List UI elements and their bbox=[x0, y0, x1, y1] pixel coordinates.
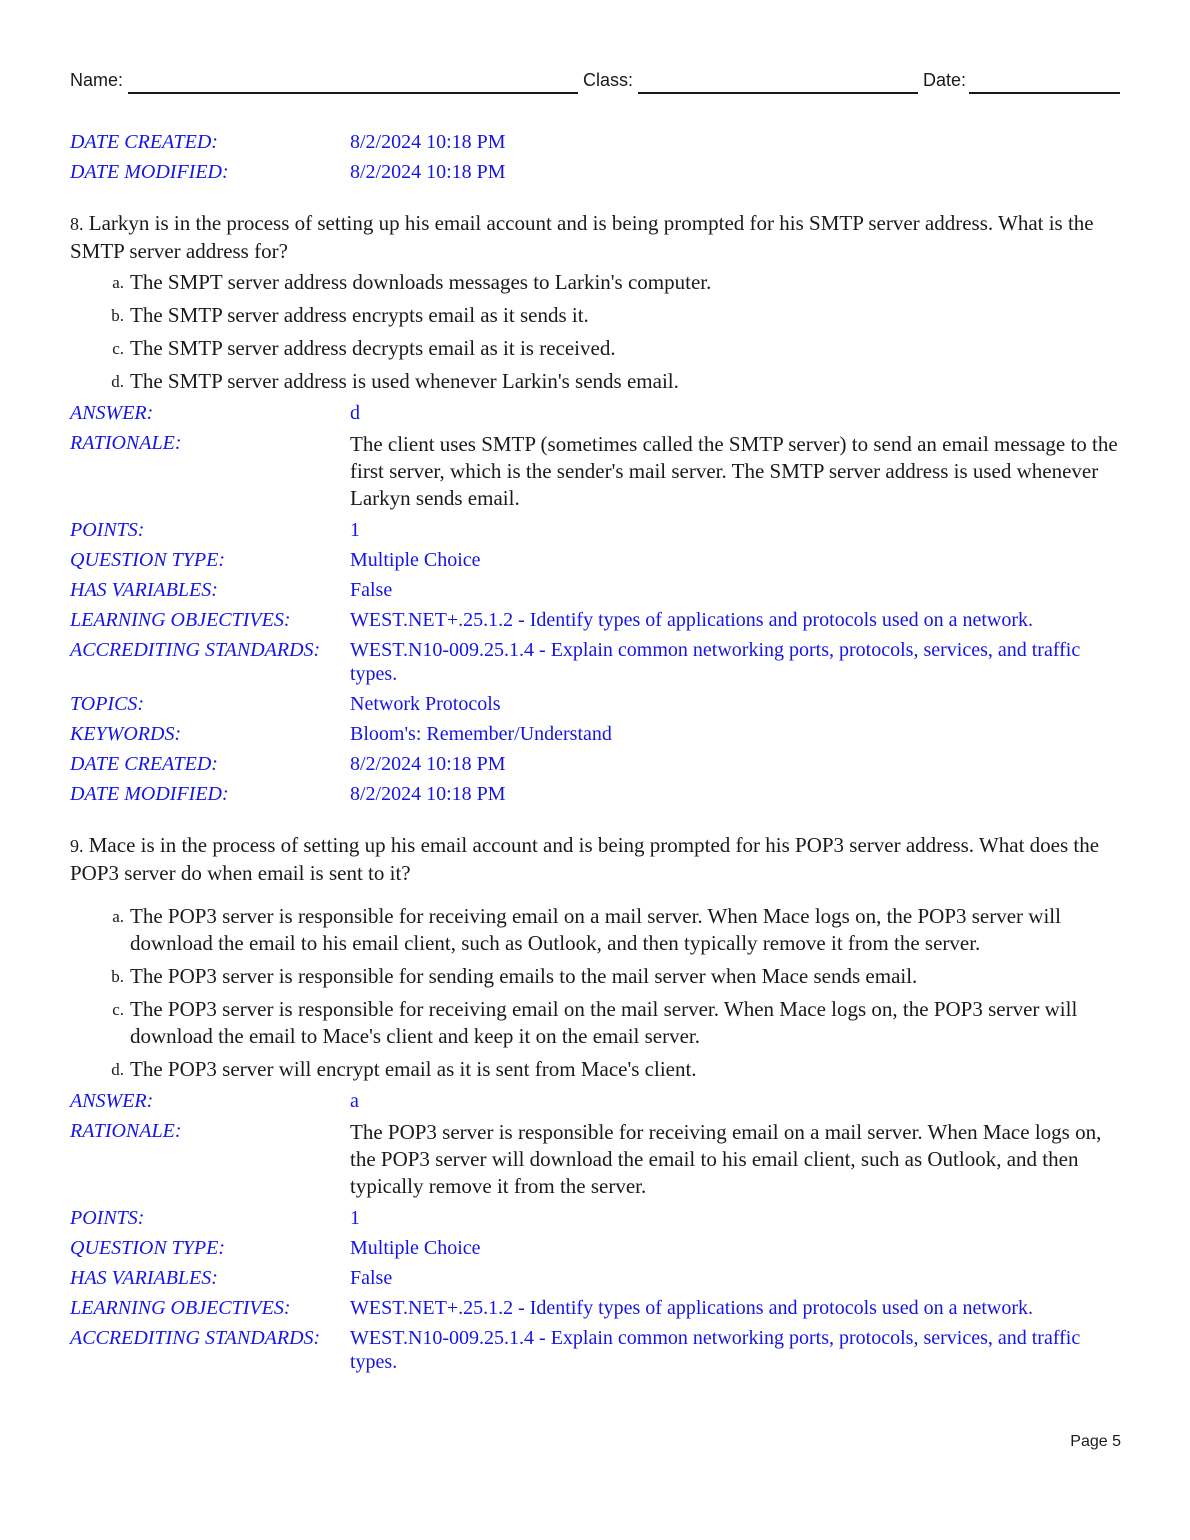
meta-row bbox=[70, 782, 1120, 806]
meta-row bbox=[70, 692, 1120, 716]
carryover-date-modified bbox=[70, 160, 1120, 184]
meta-label: LEARNING OBJECTIVES: bbox=[70, 1297, 291, 1319]
choice-text: The POP3 server will encrypt email as it is sent from Mace's client. bbox=[130, 1057, 697, 1081]
meta-value: 8/2/2024 10:18 PM bbox=[350, 131, 506, 153]
meta-label: RATIONALE: bbox=[70, 1120, 182, 1142]
choice-list bbox=[70, 903, 1120, 1083]
choice-letter: d. bbox=[111, 1060, 124, 1079]
meta-row bbox=[70, 1326, 1120, 1374]
meta-label: POINTS: bbox=[70, 1207, 145, 1229]
meta-value: False bbox=[350, 579, 393, 601]
question-number: 9. bbox=[70, 836, 84, 856]
meta-label: DATE CREATED: bbox=[70, 131, 218, 153]
meta-row bbox=[70, 578, 1120, 602]
question-number: 8. bbox=[70, 214, 84, 234]
meta-value: 1 bbox=[350, 519, 360, 541]
meta-label: DATE CREATED: bbox=[70, 753, 218, 775]
carryover-date-created bbox=[70, 130, 1120, 154]
choice-letter: a. bbox=[112, 907, 124, 926]
meta-label: DATE MODIFIED: bbox=[70, 161, 229, 183]
choice-text: The POP3 server is responsible for receiving email on a mail server. When Mace logs on, the POP3 server will download the email to his email client, such as Outlook, and then typically remove it from the server. bbox=[130, 904, 1061, 955]
meta-label: HAS VARIABLES: bbox=[70, 579, 218, 601]
choice-text: The SMPT server address downloads messages to Larkin's computer. bbox=[130, 270, 712, 294]
meta-value: 8/2/2024 10:18 PM bbox=[350, 161, 506, 183]
choice-text: The SMTP server address encrypts email as it sends it. bbox=[130, 303, 589, 327]
choice-d bbox=[70, 368, 1120, 395]
choice-letter: c. bbox=[112, 1000, 124, 1019]
meta-label: KEYWORDS: bbox=[70, 723, 182, 745]
question-text: Mace is in the process of setting up his email account and is being prompted for his POP3 server address. What does the POP3 server do when email is sent to it? bbox=[70, 833, 1100, 885]
meta-row bbox=[70, 1206, 1120, 1230]
choice-b bbox=[70, 963, 1120, 990]
date-label: Date: bbox=[923, 70, 967, 90]
class-field-line[interactable] bbox=[638, 92, 918, 94]
answer-value: a bbox=[350, 1090, 359, 1112]
question-9 bbox=[70, 832, 1120, 887]
question-text: Larkyn is in the process of setting up his email account and is being prompted for his SMTP server address. What is the SMTP server address for? bbox=[70, 211, 1094, 263]
rationale-text: The POP3 server is responsible for receiving email on a mail server. When Mace logs on, the POP3 server will download the email to his email client, such as Outlook, and then typically remove it from the server. bbox=[350, 1120, 1102, 1198]
choice-list bbox=[70, 269, 1120, 395]
meta-label: POINTS: bbox=[70, 519, 145, 541]
meta-value: Network Protocols bbox=[350, 693, 501, 715]
meta-row bbox=[70, 1266, 1120, 1290]
choice-b bbox=[70, 302, 1120, 329]
meta-value: False bbox=[350, 1267, 393, 1289]
choice-a bbox=[70, 269, 1120, 296]
choice-d bbox=[70, 1056, 1120, 1083]
meta-label: HAS VARIABLES: bbox=[70, 1267, 218, 1289]
meta-value: 8/2/2024 10:18 PM bbox=[350, 783, 506, 805]
meta-label: RATIONALE: bbox=[70, 432, 182, 454]
meta-value: WEST.NET+.25.1.2 - Identify types of applications and protocols used on a network. bbox=[350, 1297, 1033, 1319]
choice-c bbox=[70, 996, 1120, 1050]
choice-text: The SMTP server address is used whenever Larkin's sends email. bbox=[130, 369, 679, 393]
meta-row bbox=[70, 638, 1120, 686]
meta-value: Multiple Choice bbox=[350, 549, 481, 571]
meta-label: ANSWER: bbox=[70, 1090, 154, 1112]
meta-value: Bloom's: Remember/Understand bbox=[350, 723, 612, 745]
choice-c bbox=[70, 335, 1120, 362]
choice-letter: a. bbox=[112, 273, 124, 292]
answer-value: d bbox=[350, 402, 360, 424]
meta-label: DATE MODIFIED: bbox=[70, 783, 229, 805]
choice-text: The SMTP server address decrypts email as it is received. bbox=[130, 336, 616, 360]
choice-letter: b. bbox=[111, 967, 124, 986]
choice-text: The POP3 server is responsible for receiving email on the mail server. When Mace logs on, the POP3 server will download the email to Mace's client and keep it on the email server. bbox=[130, 997, 1078, 1048]
meta-row bbox=[70, 1236, 1120, 1260]
meta-label: QUESTION TYPE: bbox=[70, 549, 226, 571]
question-8 bbox=[70, 210, 1120, 265]
meta-row bbox=[70, 518, 1120, 542]
choice-letter: b. bbox=[111, 306, 124, 325]
meta-value: 8/2/2024 10:18 PM bbox=[350, 753, 506, 775]
meta-label: QUESTION TYPE: bbox=[70, 1237, 226, 1259]
rationale-row bbox=[70, 1119, 1120, 1200]
meta-value: WEST.N10-009.25.1.4 - Explain common networking ports, protocols, services, and traffic types. bbox=[350, 1327, 1081, 1373]
page-number: Page 5 bbox=[1070, 1433, 1121, 1450]
meta-row bbox=[70, 1296, 1120, 1320]
choice-text: The POP3 server is responsible for sending emails to the mail server when Mace sends email. bbox=[130, 964, 918, 988]
meta-label: TOPICS: bbox=[70, 693, 145, 715]
choice-letter: d. bbox=[111, 372, 124, 391]
class-label: Class: bbox=[583, 70, 634, 90]
choice-a bbox=[70, 903, 1120, 957]
meta-row bbox=[70, 752, 1120, 776]
choice-letter: c. bbox=[112, 339, 124, 358]
meta-value: Multiple Choice bbox=[350, 1237, 481, 1259]
date-field-line[interactable] bbox=[969, 92, 1120, 94]
meta-row bbox=[70, 548, 1120, 572]
meta-row bbox=[70, 722, 1120, 746]
meta-value: 1 bbox=[350, 1207, 360, 1229]
answer-row bbox=[70, 1089, 1120, 1113]
name-field-line[interactable] bbox=[128, 92, 578, 94]
rationale-text: The client uses SMTP (sometimes called the SMTP server) to send an email message to the first server, which is the sender's mail server. The SMTP server address is used whenever Larkyn sends email. bbox=[350, 432, 1118, 510]
name-label: Name: bbox=[70, 70, 124, 90]
meta-label: ACCREDITING STANDARDS: bbox=[70, 1327, 321, 1349]
rationale-row bbox=[70, 431, 1120, 512]
page-content bbox=[70, 130, 1120, 1380]
meta-row bbox=[70, 608, 1120, 632]
meta-label: LEARNING OBJECTIVES: bbox=[70, 609, 291, 631]
meta-label: ACCREDITING STANDARDS: bbox=[70, 639, 321, 661]
worksheet-header bbox=[70, 68, 1120, 94]
meta-label: ANSWER: bbox=[70, 402, 154, 424]
meta-value: WEST.NET+.25.1.2 - Identify types of applications and protocols used on a network. bbox=[350, 609, 1033, 631]
answer-row bbox=[70, 401, 1120, 425]
meta-value: WEST.N10-009.25.1.4 - Explain common networking ports, protocols, services, and traffic types. bbox=[350, 639, 1081, 685]
